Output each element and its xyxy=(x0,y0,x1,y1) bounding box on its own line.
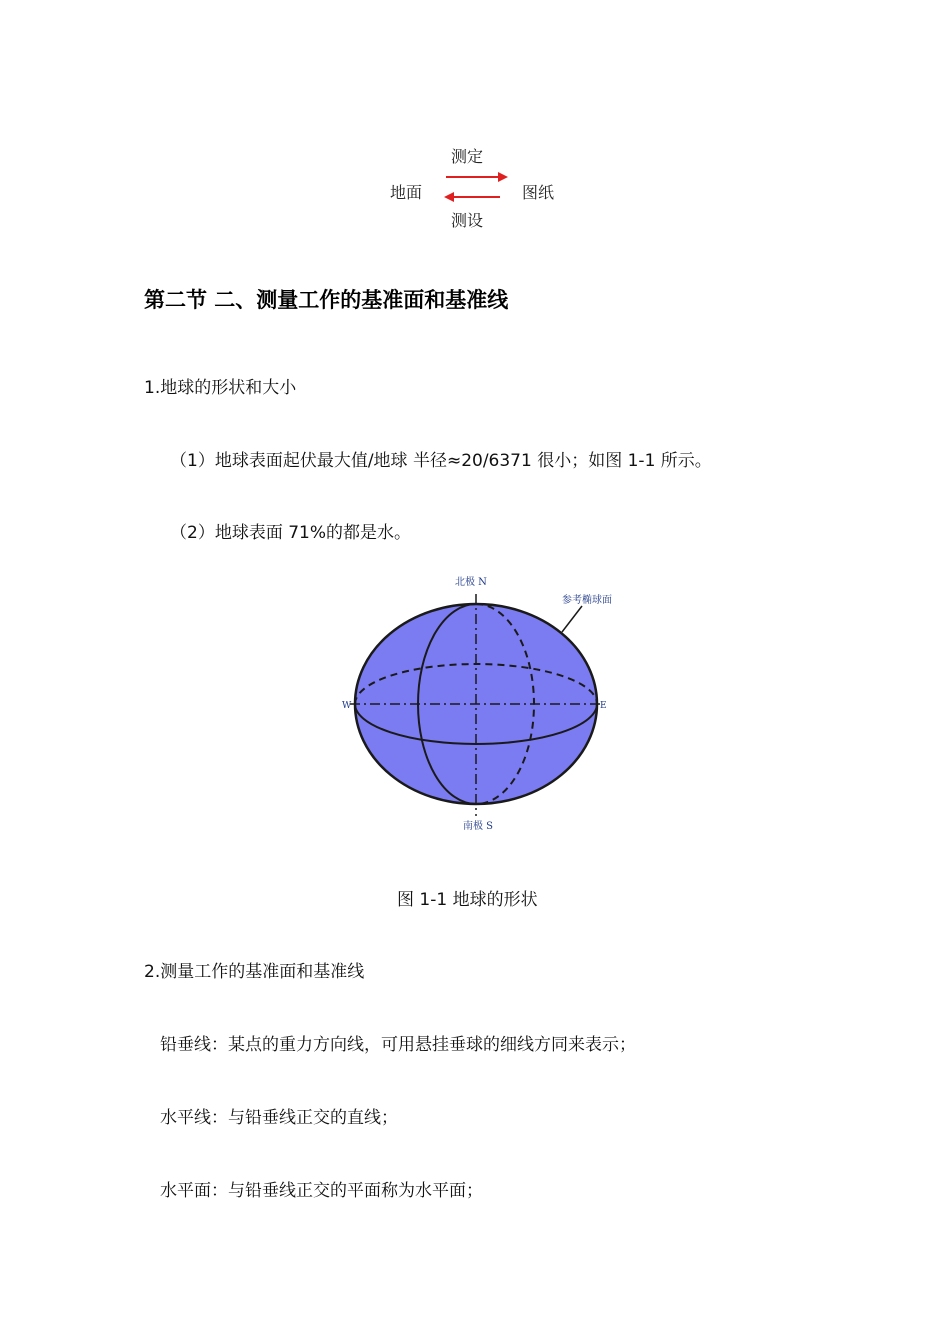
flow-label-survey: 测定 xyxy=(451,147,484,166)
section1-item-1: （1）地球表面起伏最大值/地球 半径≈20/6371 很小；如图 1-1 所示。 xyxy=(170,451,712,471)
flow-label-drawing: 图纸 xyxy=(522,183,555,202)
ellipsoid-leader-line xyxy=(562,606,582,632)
definition-plumb-line: 铅垂线：某点的重力方向线，可用悬挂垂球的细线方同来表示； xyxy=(160,1035,636,1055)
flow-label-setout: 测设 xyxy=(451,211,484,230)
label-reference-ellipsoid: 参考椭球面 xyxy=(562,595,612,606)
label-north-pole: 北极 N xyxy=(455,577,487,588)
label-east: E xyxy=(600,701,607,711)
earth-shape-figure xyxy=(336,572,626,842)
section2-title: 2.测量工作的基准面和基准线 xyxy=(144,962,365,982)
definition-horizontal-plane: 水平面：与铅垂线正交的平面称为水平面； xyxy=(160,1181,483,1201)
definition-horizontal-line: 水平线：与铅垂线正交的直线； xyxy=(160,1108,398,1128)
section-heading: 第二节 二、测量工作的基准面和基准线 xyxy=(144,288,509,312)
flow-arrows xyxy=(440,168,512,204)
label-west: W xyxy=(342,701,352,711)
figure-caption: 图 1-1 地球的形状 xyxy=(397,890,538,910)
arrow-left-icon xyxy=(444,192,500,202)
arrow-right-icon xyxy=(446,172,508,182)
flow-label-ground: 地面 xyxy=(390,183,423,202)
label-south-pole: 南极 S xyxy=(463,821,494,832)
section1-title: 1.地球的形状和大小 xyxy=(144,378,297,398)
section1-item-2: （2）地球表面 71%的都是水。 xyxy=(170,523,412,543)
